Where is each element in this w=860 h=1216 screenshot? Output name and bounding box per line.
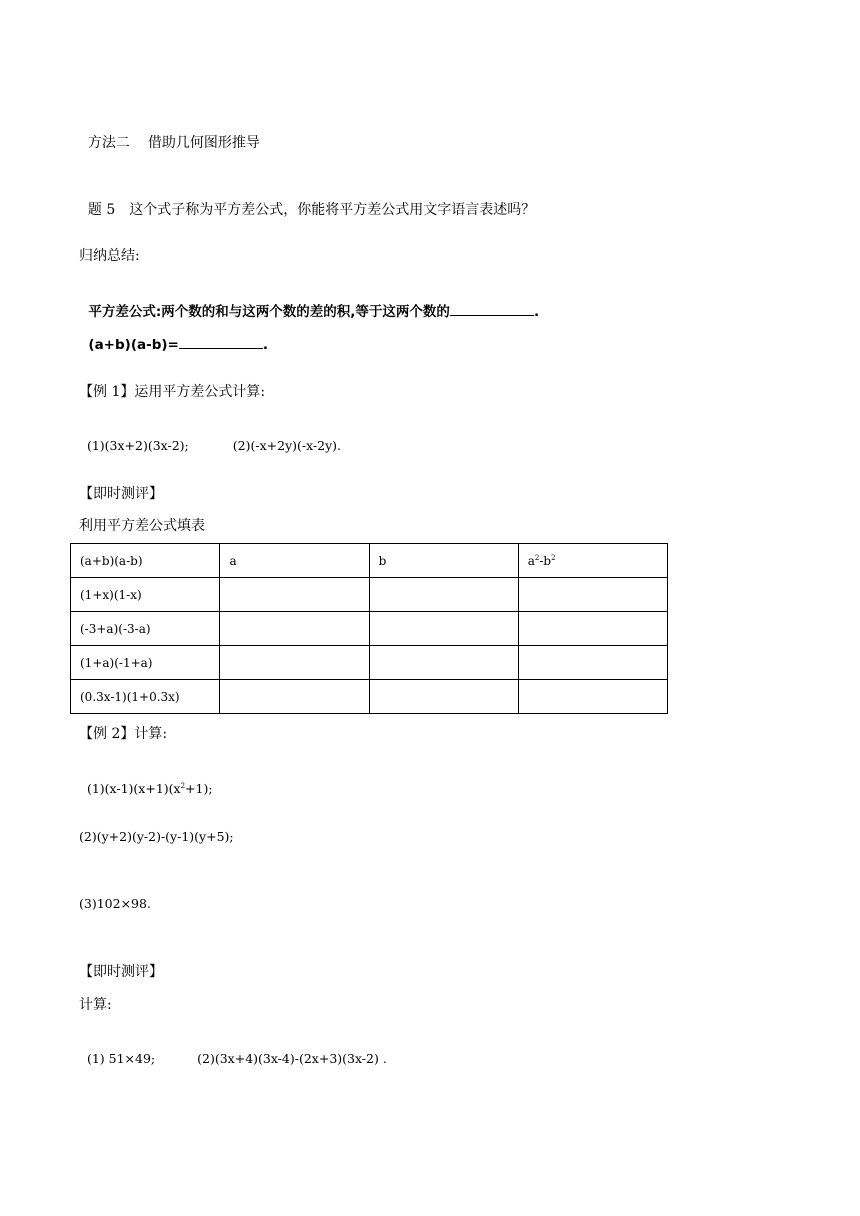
header-a: a — [220, 544, 369, 578]
row-expression: (-3+a)(-3-a) — [71, 612, 220, 646]
answer-cell[interactable] — [220, 578, 369, 612]
quiz-2-subtitle: 计算: — [79, 997, 112, 1013]
quiz-2-problem-1: (1) 51×49; — [86, 1051, 156, 1066]
row-expression: (0.3x-1)(1+0.3x) — [71, 680, 220, 714]
header-a2-minus-b2: $a^2-b^2$ — [518, 544, 667, 578]
answer-blank-2[interactable] — [179, 334, 263, 349]
row-expression: (1+a)(-1+a) — [71, 646, 220, 680]
table-row — [71, 578, 668, 612]
header-b: b — [369, 544, 518, 578]
quiz-2-title: 【即时测评】 — [79, 964, 163, 980]
example-2-problem-2: (2)(y+2)(y-2)-(y-1)(y+5); — [79, 829, 234, 844]
question-5-number: 题 5 — [87, 202, 116, 218]
example-1-problem-1: (1)(3x+2)(3x-2); — [86, 438, 189, 453]
example-2-problem-3: (3)102×98. — [79, 896, 151, 911]
answer-cell[interactable] — [518, 612, 667, 646]
answer-cell[interactable] — [518, 680, 667, 714]
answer-cell[interactable] — [369, 612, 518, 646]
example-1-problem-2: (2)(-x+2y)(-x-2y). — [232, 438, 342, 453]
quiz-1-subtitle: 利用平方差公式填表 — [79, 518, 205, 534]
example-2-problem-1: $(1)(x-1)(x+1)(x^2+1)$; — [86, 781, 213, 796]
fill-in-table — [70, 543, 668, 714]
formula-period: . — [262, 337, 268, 353]
answer-cell[interactable] — [220, 612, 369, 646]
method2-heading — [79, 113, 260, 153]
statement-period: . — [533, 304, 540, 320]
statement-text: 平方差公式:两个数的和与这两个数的差的积,等于这两个数的 — [88, 304, 450, 320]
header-product: (a+b)(a-b) — [71, 544, 220, 578]
answer-cell[interactable] — [369, 578, 518, 612]
answer-blank-1[interactable] — [450, 301, 534, 316]
example-1-title: 【例 1】运用平方差公式计算: — [79, 384, 266, 400]
formula-lhs: (a+b)(a-b)= — [88, 337, 179, 353]
table-row — [71, 612, 668, 646]
quiz-1-title: 【即时测评】 — [79, 486, 163, 502]
answer-cell[interactable] — [220, 646, 369, 680]
answer-cell[interactable] — [518, 646, 667, 680]
table-header-row — [71, 544, 668, 578]
summary-heading: 归纳总结: — [79, 248, 140, 264]
example-2-title: 【例 2】计算: — [79, 726, 168, 742]
question-5-text: 这个式子称为平方差公式，你能将平方差公式用文字语言表述吗？ — [129, 202, 536, 218]
row-expression: (1+x)(1-x) — [71, 578, 220, 612]
formula-line — [79, 314, 268, 355]
method2-title: 借助几何图形推导 — [147, 135, 260, 151]
answer-cell[interactable] — [518, 578, 667, 612]
answer-cell[interactable] — [220, 680, 369, 714]
answer-cell[interactable] — [369, 680, 518, 714]
answer-cell[interactable] — [369, 646, 518, 680]
method2-label: 方法二 — [87, 135, 130, 151]
table-row — [71, 680, 668, 714]
question-5 — [79, 180, 535, 220]
example-1-problems — [79, 416, 341, 456]
quiz-2-problem-2: (2)(3x+4)(3x-4)-(2x+3)(3x-2) . — [197, 1051, 387, 1066]
table-row — [71, 646, 668, 680]
quiz-2-problems — [79, 1029, 387, 1069]
